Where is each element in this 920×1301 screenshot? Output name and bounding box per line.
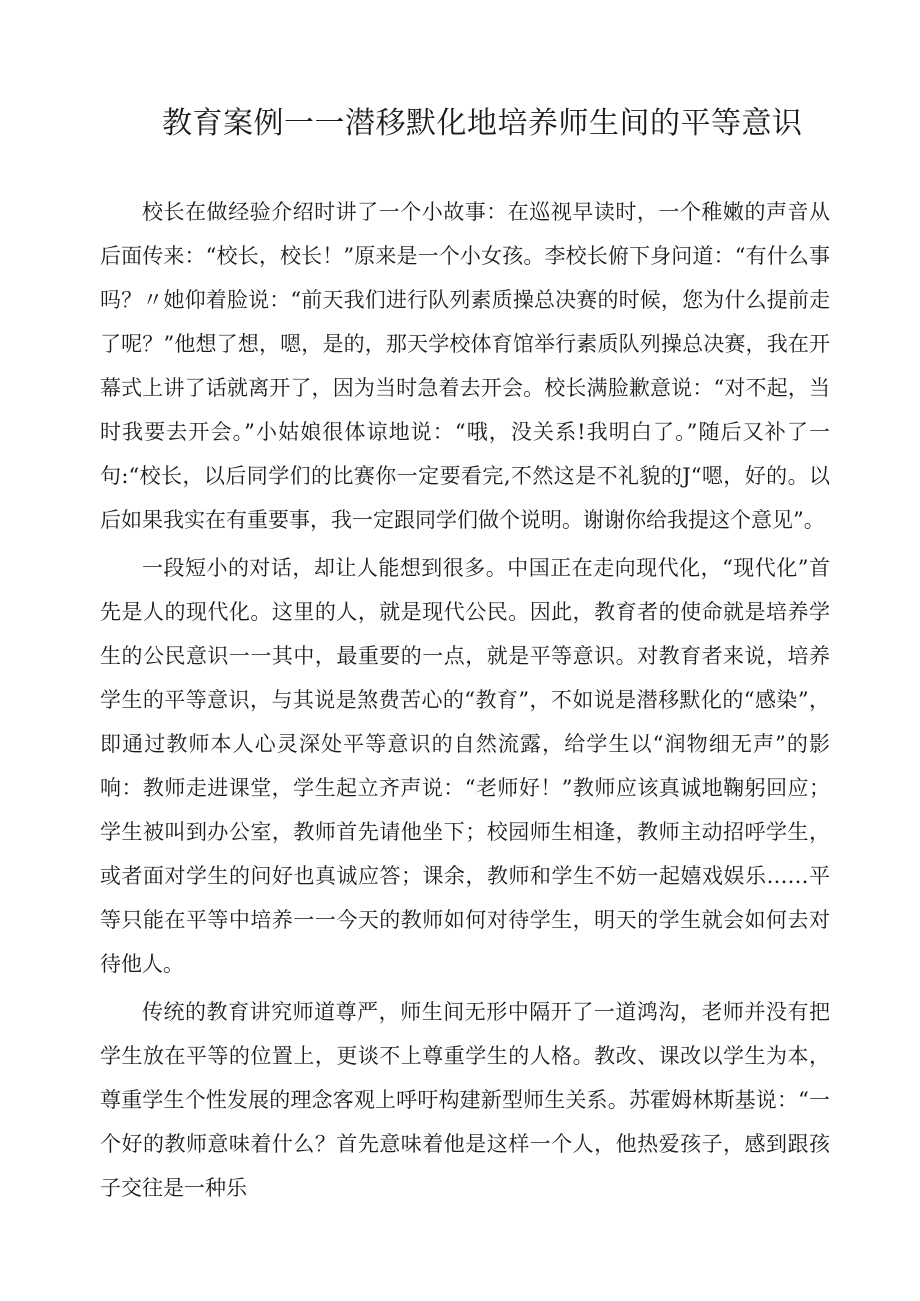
paragraph-principal-story: 校长在做经验介绍时讲了一个小故事：在巡视早读时，一个稚嫩的声音从后面传来：“校长，校长！”原来是一个小女孩。李校长俯下身问道：“有什么事吗？〃她仰着脸说：“前天我们进行队列素质操总决赛的时候，您为什么提前走了呢？”他想了想，嗯，是的，那天学校体育馆举行素质队列操总决赛，我在开幕式上讲了话就离开了，因为当时急着去开会。校长满脸歉意说：“对不起，当时我要去开会。”小姑娘很体谅地说：“哦，没关系!我明白了。”随后又补了一句:“校长，以后同学们的比赛你一定要看完,不然这是不礼貌的J“嗯，好的。以后如果我实在有重要事，我一定跟同学们做个说明。谢谢你给我提这个意见”。: [100, 200, 830, 532]
document-title: 教育案例一一潜移默化地培养师生间的平等意识: [162, 106, 803, 141]
paragraph-equality-awareness: 一段短小的对话，却让人能想到很多。中国正在走向现代化，“现代化”首先是人的现代化。这里的人，就是现代公民。因此，教育者的使命就是培养学生的公民意识一一其中，最重要的一点，就是平等意识。对教育者来说，培养学生的平等意识，与其说是煞费苦心的“教育”，不如说是潜移默化的“感染”，即通过教师本人心灵深处平等意识的自然流露，给学生以“润物细无声”的影响：教师走进课堂，学生起立齐声说：“老师好！”教师应该真诚地鞠躬回应；学生被叫到办公室，教师首先请他坐下；校园师生相逢，教师主动招呼学生，或者面对学生的问好也真诚应答；课余，教师和学生不妨一起嬉戏娱乐……平等只能在平等中培养一一今天的教师如何对待学生，明天的学生就会如何去对待他人。: [100, 556, 830, 976]
document-body: [100, 190, 830, 1210]
paragraph-traditional-education: 传统的教育讲究师道尊严，师生间无形中隔开了一道鸿沟，老师并没有把学生放在平等的位置上，更谈不上尊重学生的人格。教改、课改以学生为本，尊重学生个性发展的理念客观上呼吁构建新型师生关系。苏霍姆林斯基说：“一个好的教师意味着什么？首先意味着他是这样一个人，他热爱孩子，感到跟孩子交往是一种乐: [100, 1000, 830, 1200]
